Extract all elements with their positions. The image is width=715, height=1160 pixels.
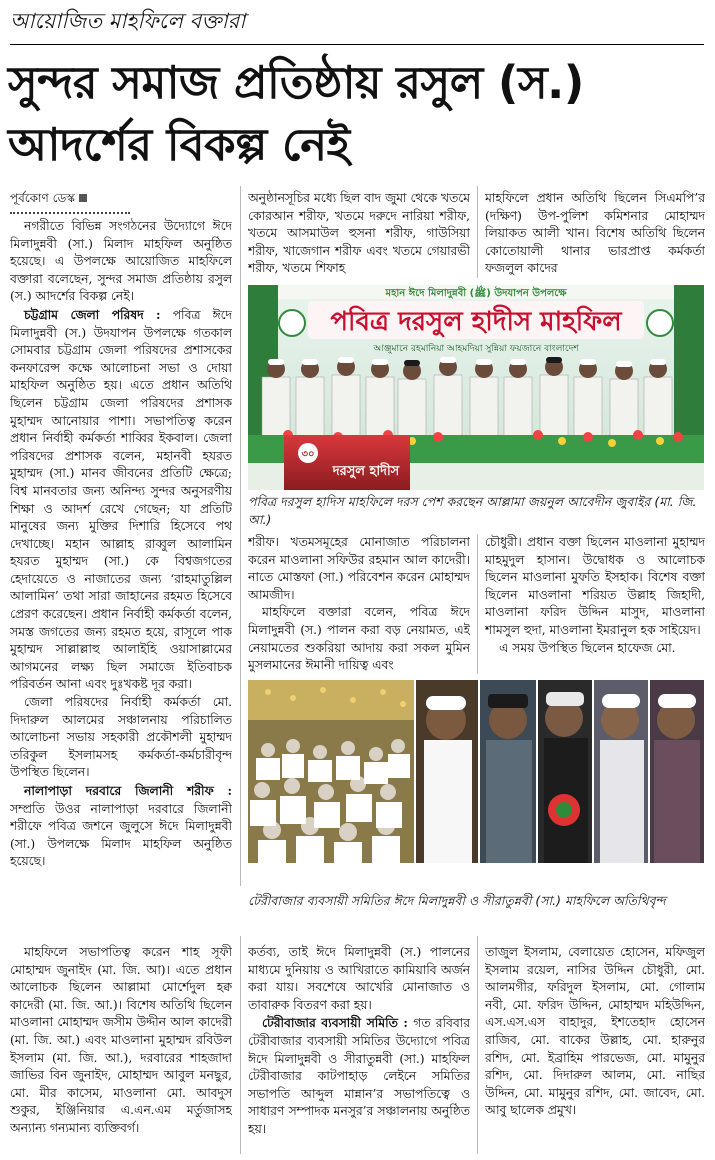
column-2-top (248, 190, 470, 280)
subhead-chattogram: চট্টগ্রাম জেলা পরিষদ : (24, 306, 161, 322)
paragraph-nalapara: সম্প্রতি উওর নালাপাড়া দরবারে জিলানী শরীফে পবিত্র জশনে জুলুসে ঈদে মিলাদুন্নবী (সা.) উপলক্ষে মিলাদ মাহফিল অনুষ্ঠিত হয়েছে। (10, 801, 232, 869)
paragraph-teribazar: গত রবিবার টেরীবাজার ব্যবসায়ী সমিতির উদ্যোগে পবিত্র ঈদে মিলাদুন্নবী ও সীরাতুন্নবী (সা.) মাহফিল টেরীবাজার কাটপাহাড় লেইনে সমিতির সভাপতি আব্দুল মান্নান’র সভাপতিত্বে ও সাধারণ সম্পাদক মনসুর’র সঞ্চালনায় অনুষ্ঠিত হয়। (248, 1016, 470, 1136)
column-1-bottom (10, 944, 232, 1156)
headline-line-1: সুন্দর সমাজ প্রতিষ্ঠায় রসুল (স.) (8, 56, 584, 109)
column-rule-3 (477, 186, 478, 278)
photo-2-caption: টেরীবাজার ব্যবসায়ী সমিতির ঈদে মিলাদুন্নবী ও সীরাতুন্নবী (সা.) মাহফিলে অতিথিবৃন্দ (248, 893, 666, 908)
paragraph-speakers: মাহফিলে বক্তারা বলেন, পবিত্র ঈদে মিলাদুন্নবী (স.) পালন করা বড় নেয়ামত, এই নেয়ামতের শুকরিয়া আদায় করা সকল মুমিন মুসলমানের ঈমানী দায়িত্ব এবং (248, 605, 470, 673)
column-3-bottom (485, 944, 705, 1156)
column-rule-5 (477, 936, 478, 1154)
column-rule-1 (240, 186, 241, 886)
column-3-top (485, 190, 705, 280)
kicker-rule (10, 44, 704, 45)
intro-paragraph: নগরীতে বিভিন্ন সংগঠনের উদ্যোগে ঈদে মিলাদুন্নবী (সা.) মিলাদ মাহফিল অনুষ্ঠিত হয়েছে। এ উপলক্ষে আয়োজিত মাহফিলে বক্তারা বলেছেন, সুন্দর সমাজ প্রতিষ্ঠায় রসুল (স.) আদর্শের বিকল্প নেই। (10, 219, 232, 304)
kicker: আয়োজিত মাহফিলে বক্তারা (10, 9, 246, 33)
column-rule-4 (477, 534, 478, 674)
photo-1-caption: পবিত্র দরসুল হাদিস মাহফিলে দরস পেশ করছেন আল্লামা জয়নুল আবেদীন জুবাইর (মা. জি. আ.) (248, 494, 697, 527)
banner-top-text: মহান ঈদে মিলাদুন্নবী (ﷺ) উদযাপন উপলক্ষে (385, 288, 567, 299)
photo-teribazar (248, 680, 704, 863)
column-2-mid (248, 534, 470, 676)
column-2-bottom (248, 944, 470, 1156)
photo-darsul-hadith (248, 285, 704, 490)
paragraph-duty: কর্তব্য, তাই ঈদে মিলাদুন্নবী (স.) পালনের মাধ্যমে দুনিয়ায় ও আখিরাতে কামিয়াবি অর্জন করা যায়। সবশেষে আখেরি মোনাজাত ও তাবারুক বিতরণ করা হয়। (248, 945, 470, 1012)
section-teribazar (248, 1014, 470, 1138)
subhead-teribazar: টেরীবাজার ব্যবসায়ী সমিতি : (262, 1015, 408, 1031)
paragraph-present: এ সময় উপস্থিত ছিলেন হাফেজ মো. (499, 640, 676, 655)
podium-badge-text: ৩০ (301, 449, 315, 460)
banner-main-text: পবিত্র দরসুল হাদীস মাহফিল (330, 307, 622, 337)
column-rule-2 (240, 936, 241, 1154)
paragraph-munajat: শরীফ। খতমসমূহের মোনাজাত পরিচালনা করেন মাওলানা সফিউর রহমান আল কাদেরী। নাতে মোস্তফা (সা.) পরিবেশন করেন মোহাম্মদ আমজীদ। (248, 535, 470, 602)
paragraph-attendees: তাজুল ইসলাম, বেলায়েত হোসেন, মফিজুল ইসলাম রয়েল, নাসির উদ্দিন চৌধুরী, মো. আলমগীর, ফরিদুল ইসলাম, মো. গোলাম নবী, মো. ফরিদ উদ্দিন, মোহাম্মদ মহিউদ্দিন, এস.এস.এস বাহাদুর, ইশতেহাদ হোসেন রাজিব, মো. বাকের উল্লাহ, মো. হারুনুর রশিদ, মো. ইব্রাহিম পারভেজ, মো. মামুনুর রশিদ, মো. দিদারুল আলম, মো. নাছির উদ্দিন, মো. মামুনুর রশিদ, মো. জাবেদ, মো. আবু ছালেক প্রমুখ। (485, 945, 705, 1118)
paragraph-main-speaker: চৌধুরী। প্রধান বক্তা ছিলেন মাওলানা মুহাম্মদ মাহমুদুল হাসান। উদ্বোধক ও আলোচক ছিলেন মাওলানা মুফতি ইসহাক। বিশেষ বক্তা ছিলেন মাওলানা শরিয়ত উল্লাহ জিহাদী, মাওলানা ফরিদ উদ্দিন মাসুদ, মাওলানা শামসুল হুদা, মাওলানা ইমরানুল হক সাইয়েদ। (485, 535, 705, 637)
paragraph-chief-guest: মাহফিলে প্রধান অতিথি ছিলেন সিএমপি’র (দক্ষিণ) উপ-পুলিশ কমিশনার মোহাম্মদ লিয়াকত আলী খান। বিশেষ অতিথি ছিলেন কোতোয়ালী থানার ভারপ্রাপ্ত কর্মকর্তা ফজলুল কাদের (485, 191, 705, 276)
column-3-mid (485, 534, 705, 676)
podium-title-text: দরসুল হাদীস (332, 464, 400, 479)
headline (8, 52, 708, 176)
paragraph-khatam: অনুষ্ঠানসূচির মধ্যে ছিল বাদ জুমা থেকে খতমে কোরআন শরীফ, খতমে দরুদে নারিয়া শরীফ, খতমে আসমাউল হুসনা শরীফ, গাউসিয়া শরীফ, খাজেগান শরীফ এবং খতমে গেয়ারভী শরীফ, খতমে শিফাহ (248, 191, 470, 276)
subhead-nalapara: নালাপাড়া দরবারে জিলানী শরীফ : (24, 783, 232, 798)
section-chattogram (10, 306, 232, 694)
paragraph-chattogram: পবিত্র ঈদে মিলাদুন্নবী (স.) উদযাপন উপলক্ষে গতকাল সোমবার চট্টগ্রাম জেলা পরিষদের প্রশাসকের কনফারেন্স কক্ষে আলোচনা সভা ও দোয়া মাহফিল অনুষ্ঠিত হয়। এতে প্রধান অতিথি ছিলেন চট্টগ্রাম জেলা পরিষদের প্রশাসক মুহাম্মদ আনোয়ার পাশা। সভাপতিত্ব করেন প্রধান নির্বাহী কর্মকর্তা শাব্বির ইকবাল। জেলা পরিষদের প্রশাসক বলেন, মহানবী হযরত মুহাম্মদ (সা.) মানব জীবনের প্রতিটি ক্ষেত্রে; বিশ্ব মানবতার জন্য অনিন্দ্য সুন্দর অনুসরণীয় শিক্ষা ও আদর্শ রেখে গেছেন; যা প্রতিটি মানুষের জন্য মুক্তির দিশারি হিসেবে পথ দেখাচ্ছে। মহান আল্লাহ রাব্বুল আলামিন হযরত মুহাম্মদ (সা.) কে বিশ্বজগতের হেদায়েতে ও নাজাতের জন্য ‘রাহমাতুল্লিল আলামিন’ তথা সারা জাহানের রহমত হিসেবে প্রেরণ করেছেন। প্রধান নির্বাহী কর্মকর্তা বলেন, সমস্ত জগতের জন্য রহমত হয়ে, রাসূলে পাক মুহাম্মদ সাল্লাল্লাহু আলাইহি ওয়াসাল্লামের আগমনের লক্ষ্য ছিল সমাজে ইতিবাচক পরিবর্তন আনা এবং দুঃখকষ্ট দূর করা। (10, 307, 232, 692)
square-bullet-icon (79, 194, 87, 202)
desk-label: পূর্বকোণ ডেস্ক (10, 191, 75, 205)
byline (10, 190, 232, 207)
section-nalapara (10, 782, 232, 871)
banner-sub-text: আঞ্জুমানে রহমানিয়া আহমদিয়া সুন্নিয়া ফয়জানে বাংলাদেশ (373, 344, 579, 354)
byline-divider (10, 208, 130, 214)
paragraph-mahfil-guests: মাহফিলে সভাপতিত্ব করেন শাহ সূফী মোহাম্মদ জুনাইদ (মা. জি. আ)। এতে প্রধান আলোচক ছিলেন আল্লামা মোর্শেদুল হক্ব কাদেরী (মা. জি. আ.)। বিশেষ অতিথি ছিলেন মাওলানা মোহাম্মদ জসীম উদ্দীন আল কাদেরী (মা. জি. আ.) এবং মাওলানা মুহাম্মদ রবিউল ইসলাম (মা. জি. আ.), দরবারের শাহজাদা জাভির বিন জুনাইদ, মোহাম্মদ আবুল মনছুর, মো. মীর কাসেম, মাওলানা মো. আবদুস শুকুর, ইঞ্জিনিয়ার এ.এন.এম মর্তুজাসহ অন্যান্য গন্যমান্য ব্যক্তিবর্গ। (10, 945, 232, 1135)
paragraph-executive: জেলা পরিষদের নির্বাহী কর্মকর্তা মো. দিদারুল আলমের সঞ্চালনায় পরিচালিত আলোচনা সভায় সহকারী প্রকৌশলী মুহাম্মদ তরিকুল ইসলামসহ কর্মকর্তা-কর্মচারীবৃন্দ উপস্থিত ছিলেন। (10, 695, 232, 780)
column-1 (10, 190, 232, 930)
headline-line-2: আদর্শের বিকল্প নেই (8, 118, 350, 171)
